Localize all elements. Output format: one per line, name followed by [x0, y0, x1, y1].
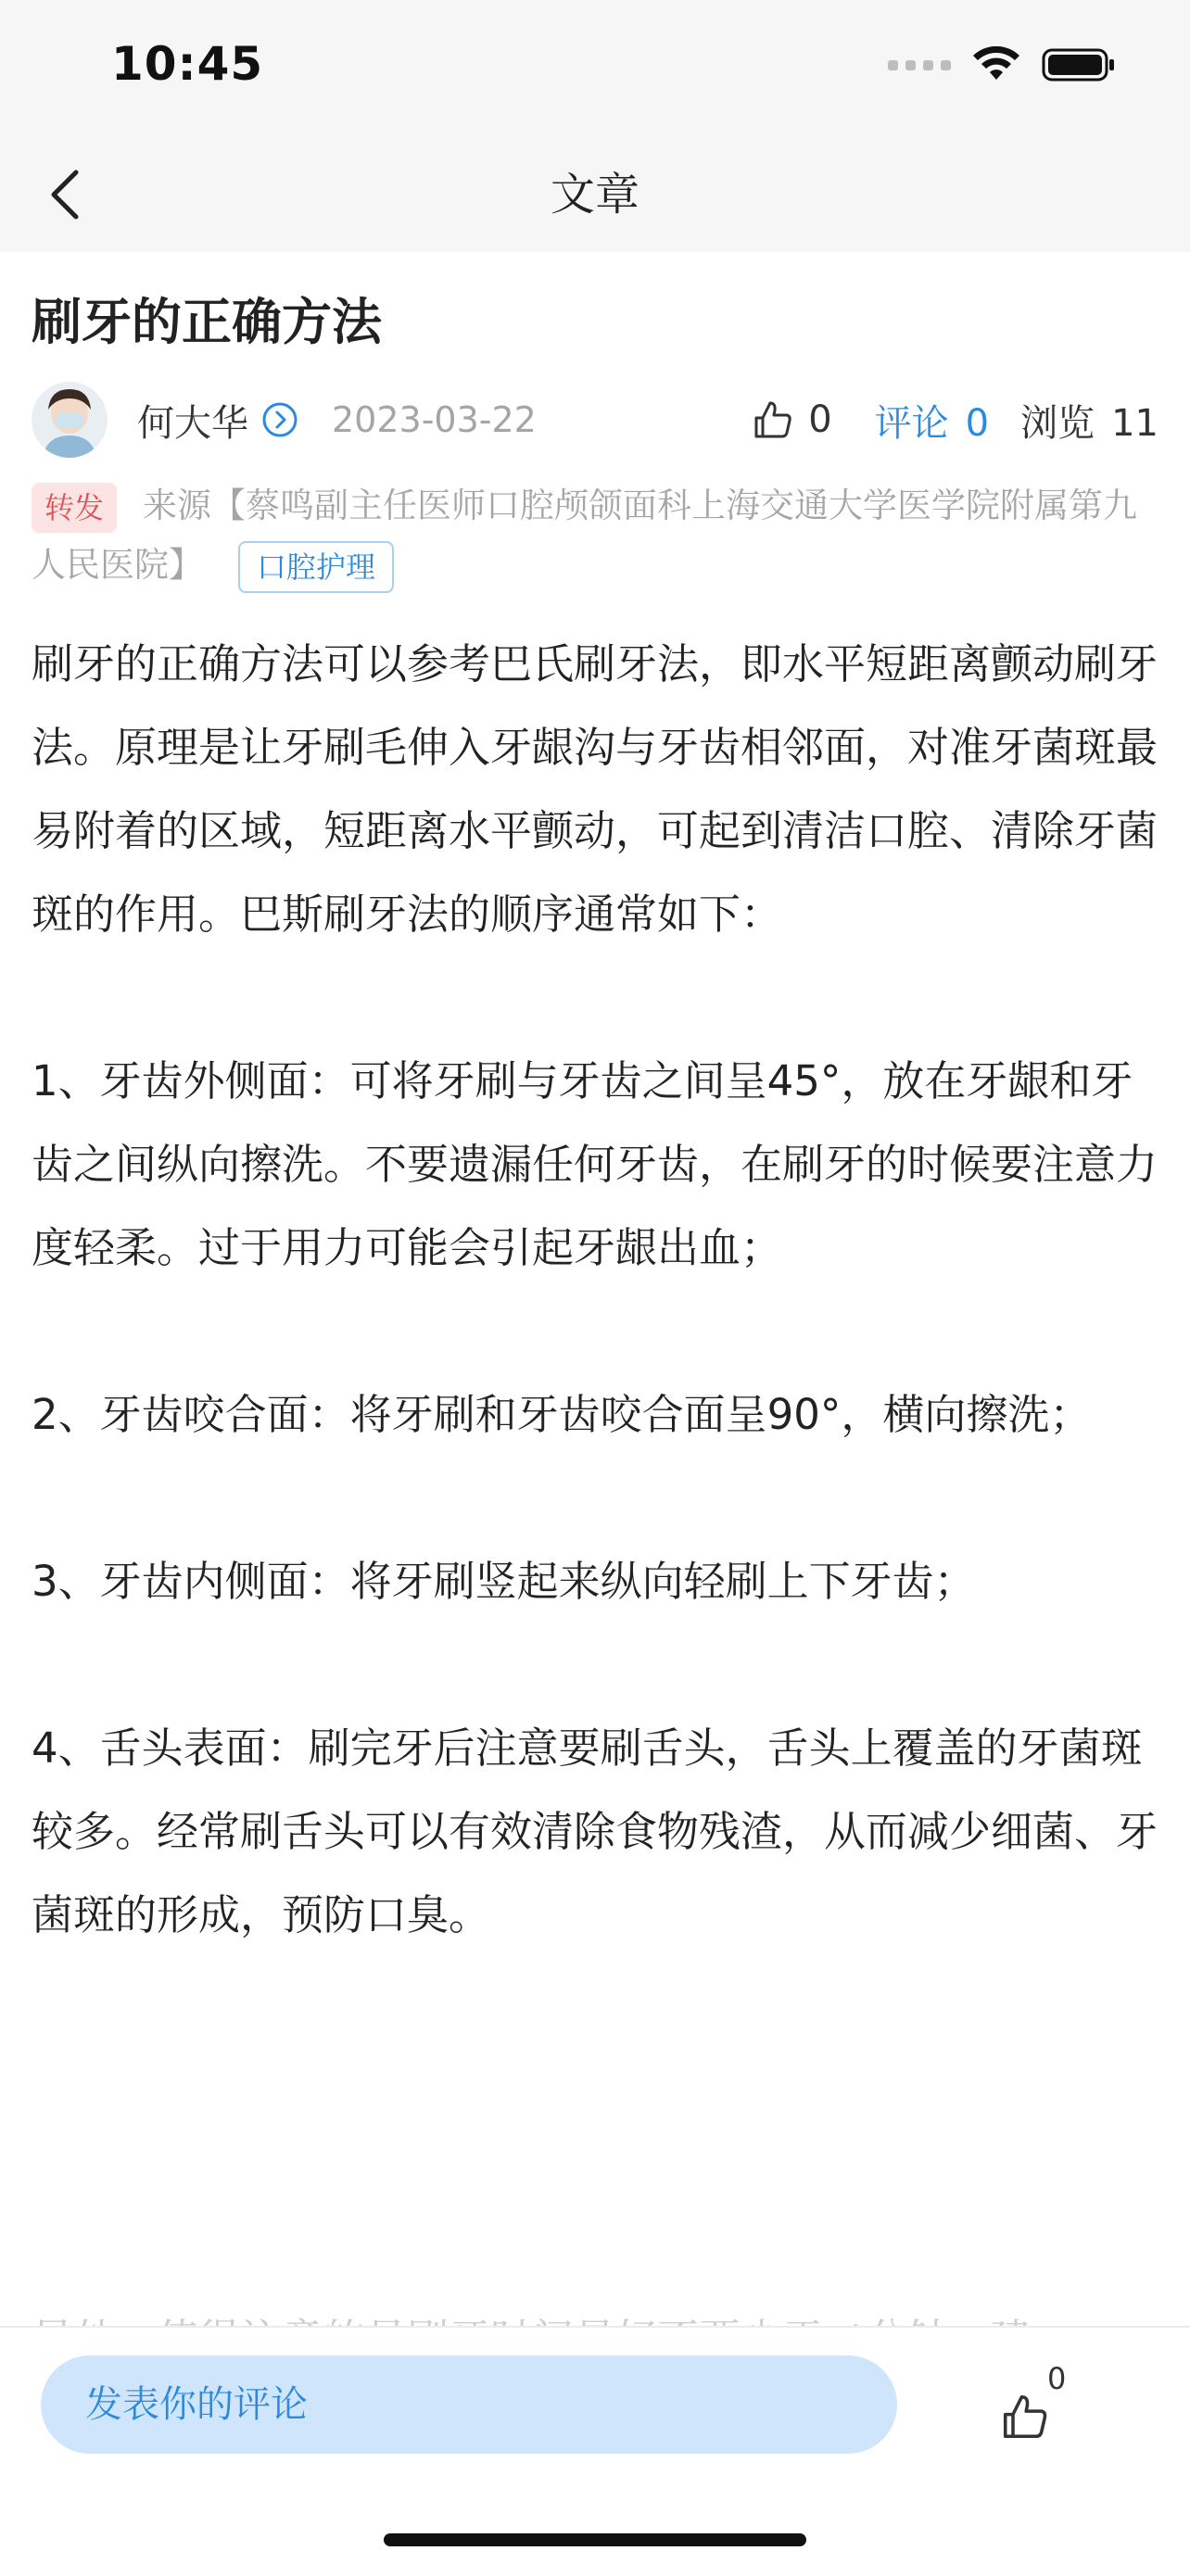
source-text: 来源【蔡鸣副主任医师口腔颅颌面科上海交通大学医学院附属第九人民医院】 — [32, 486, 1138, 585]
bottom-like-button[interactable] — [992, 2361, 1103, 2454]
article-title: 刷牙的正确方法 — [32, 293, 382, 351]
comment-input[interactable] — [41, 2355, 897, 2454]
bottom-like-count: 0 — [1047, 2361, 1067, 2396]
thumbs-up-icon — [1001, 2393, 1049, 2441]
page-title: 文章 — [550, 169, 639, 221]
battery-icon — [1042, 46, 1116, 83]
source-block — [32, 476, 1158, 595]
home-indicator — [384, 2533, 806, 2546]
like-button[interactable] — [753, 398, 831, 441]
paragraph: 3、牙齿内侧面：将牙刷竖起来纵向轻刷上下牙齿； — [32, 1557, 976, 1606]
like-count: 0 — [808, 398, 832, 441]
comment-label: 评论 — [874, 401, 949, 445]
paragraph: 1、牙齿外侧面：可将牙刷与牙齿之间呈45°，放在牙龈和牙齿之间纵向擦洗。不要遗漏任何牙齿，在刷牙的时候要注意力度轻柔。过于用力可能会引起牙龈出血； — [32, 1056, 1158, 1272]
signal-icon — [888, 60, 951, 70]
status-bar — [0, 0, 1190, 130]
publish-date: 2023-03-22 — [332, 399, 537, 440]
article-stats — [753, 394, 1158, 447]
tag-chip[interactable]: 口腔护理 — [238, 541, 394, 593]
article-content — [32, 252, 1158, 1957]
comment-link[interactable] — [875, 394, 989, 447]
chevron-right-circle-icon — [261, 401, 298, 438]
author-name[interactable]: 何大华 — [137, 401, 248, 445]
comment-count: 0 — [965, 401, 990, 445]
paragraph: 4、舌头表面：刷完牙后注意要刷舌头，舌头上覆盖的牙菌斑较多。经常刷舌头可以有效清除食物残渣，从而减少细菌、牙菌斑的形成，预防口臭。 — [32, 1724, 1158, 1939]
article-body — [32, 623, 1158, 1957]
repost-badge: 转发 — [32, 483, 117, 533]
paragraph: 2、牙齿咬合面：将牙刷和牙齿咬合面呈90°，横向擦洗； — [32, 1390, 1092, 1439]
status-time: 10:45 — [111, 37, 264, 91]
paragraph: 刷牙的正确方法可以参考巴氏刷牙法，即水平短距离颤动刷牙法。原理是让牙刷毛伸入牙龈沟与牙齿相邻面，对准牙菌斑最易附着的区域，短距离水平颤动，可起到清洁口腔、清除牙菌斑的作用。巴斯刷牙法的顺序通常如下： — [32, 639, 1158, 939]
views-count: 11 — [1111, 401, 1158, 445]
article-meta — [32, 380, 1158, 460]
author-profile-button[interactable] — [261, 401, 298, 438]
views-label: 浏览 — [1020, 401, 1095, 445]
thumbs-up-icon — [753, 399, 793, 440]
avatar[interactable] — [32, 382, 108, 458]
status-icons — [888, 46, 1116, 83]
views-stat — [1020, 394, 1158, 447]
wifi-icon — [971, 46, 1021, 83]
nav-bar — [0, 130, 1190, 252]
